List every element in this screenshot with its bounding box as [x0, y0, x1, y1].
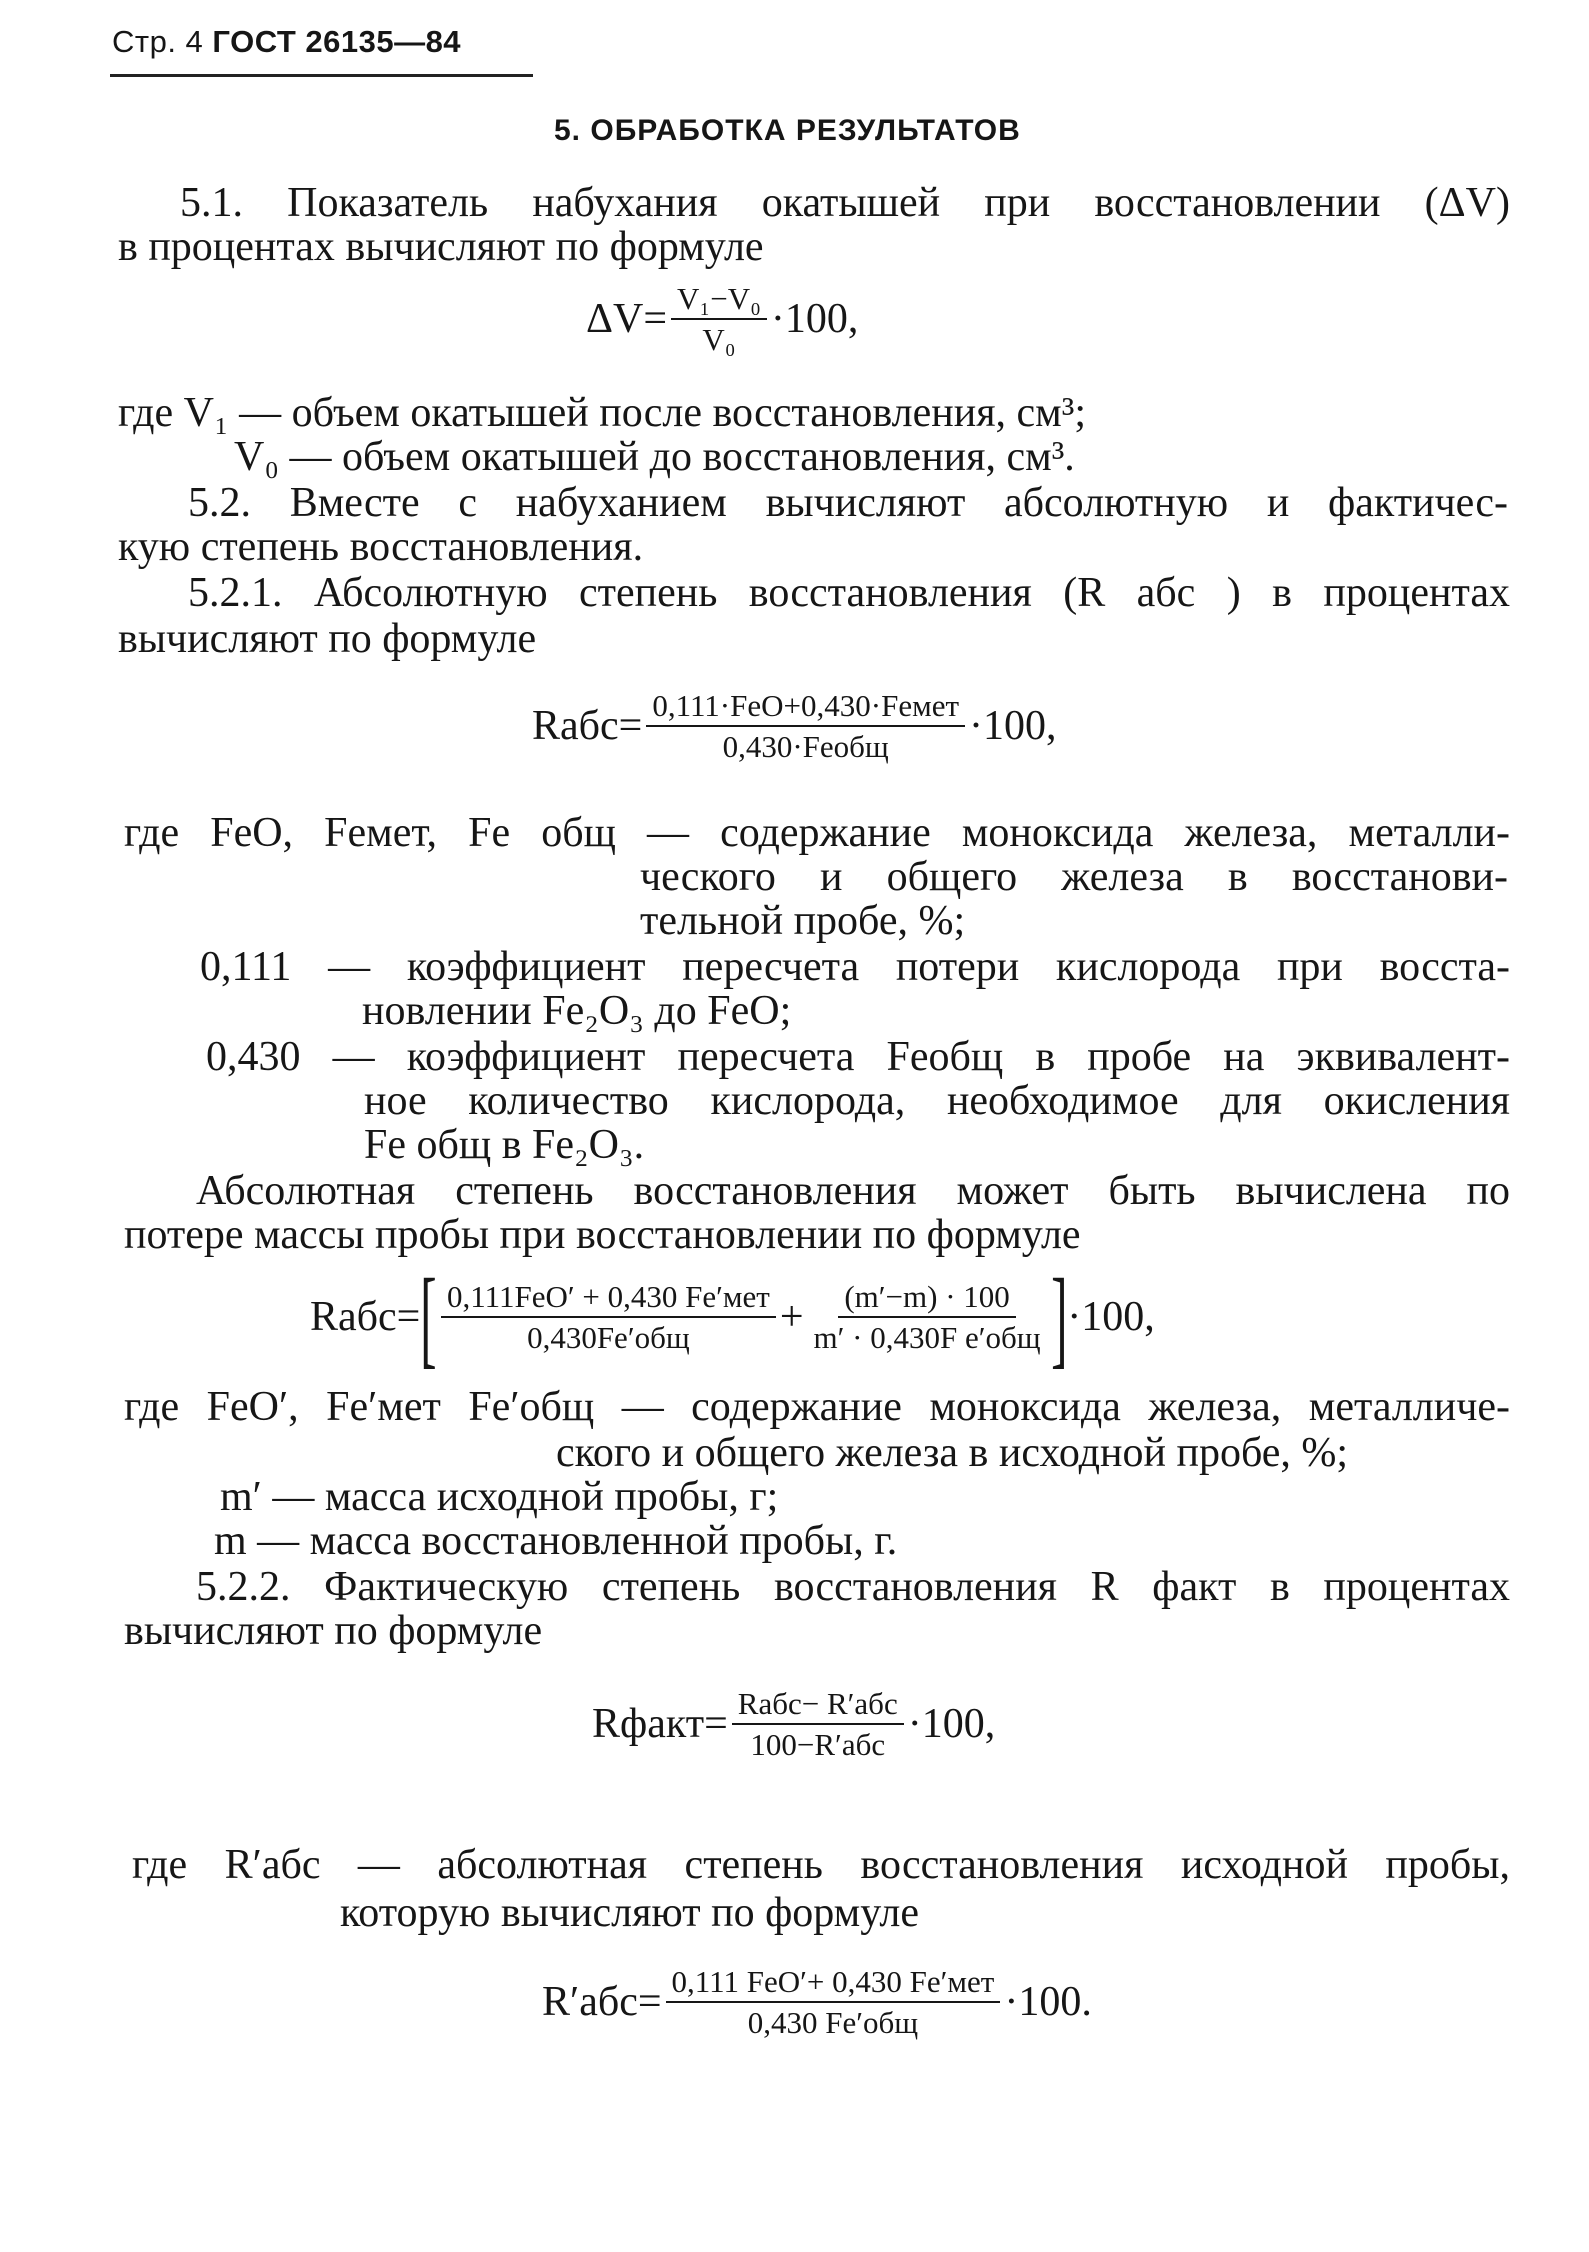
formula-lhs: Rфакт=: [592, 1701, 728, 1747]
formula-tail: ·100,: [907, 1701, 996, 1747]
formula-denominator: 0,430 Fe′общ: [747, 2005, 919, 2040]
para-5-2-line1: 5.2. Вместе с набуханием вычисляют абсолютную и фактичес-: [188, 480, 1508, 526]
formula-denominator: 0,430·Feобщ: [722, 729, 889, 764]
formula-plus: +: [779, 1294, 804, 1340]
where-v1: где V₁ — объем окатышей после восстановления, см³;: [118, 390, 1086, 436]
para-5-2-1-line1: 5.2.1. Абсолютную степень восстановления (R абс ) в процентах: [188, 570, 1510, 616]
formula-fraction: [666, 1966, 1001, 2038]
where-0430-line3: Fe общ в Fe₂O₃.: [364, 1122, 645, 1168]
formula-mass-loss: [310, 1256, 1155, 1378]
where-0430-line2: ное количество кислорода, необходимое для окисления: [364, 1078, 1510, 1124]
formula-fraction: [671, 283, 767, 355]
bracket-left: [: [420, 1256, 437, 1378]
para-5-2-2-line1: 5.2.2. Фактическую степень восстановления R факт в процентах: [196, 1564, 1510, 1610]
formula-fraction: [732, 1688, 904, 1760]
formula-lhs: ΔV=: [586, 296, 668, 342]
formula-lhs: Rабс=: [532, 703, 643, 749]
formula-denominator: V₀: [702, 322, 736, 357]
formula-tail: ·100,: [1067, 1294, 1155, 1340]
para-5-1-line2: в процентах вычисляют по формуле: [118, 224, 764, 270]
formula-fraction-2: [808, 1281, 1047, 1353]
formula-absolute-reduction: [532, 690, 1057, 762]
where-0111-line1: 0,111 — коэффициент пересчета потери кислорода при восста-: [200, 944, 1510, 990]
header-rule: [110, 74, 533, 77]
section-title: 5. ОБРАБОТКА РЕЗУЛЬТАТОВ: [554, 114, 1021, 147]
formula-numerator: 0,111·FeO+0,430·Feмет: [646, 690, 965, 727]
formula-tail: ·100,: [770, 296, 859, 342]
where-feo-prime-line1: где FeO′, Fe′мет Fe′общ — содержание моноксида железа, металличе-: [124, 1384, 1510, 1430]
where-m: m — масса восстановленной пробы, г.: [214, 1518, 898, 1564]
where-r-prime-line1: где R′абс — абсолютная степень восстановления исходной пробы,: [132, 1842, 1510, 1888]
standard-code: ГОСТ 26135—84: [212, 24, 462, 59]
formula-tail: ·100,: [969, 703, 1057, 749]
formula-swelling: [586, 283, 858, 355]
formula-numerator: Rабс− R′абс: [732, 1688, 904, 1725]
para-5-1-line1: 5.1. Показатель набухания окатышей при восстановлении (ΔV): [180, 180, 1510, 226]
formula-initial-reduction: [542, 1966, 1092, 2038]
formula-numerator: 0,111 FeO′+ 0,430 Fe′мет: [666, 1966, 1001, 2003]
where-v0: V₀ — объем окатышей до восстановления, см³.: [234, 434, 1075, 480]
formula-tail: ·100.: [1004, 1979, 1092, 2025]
where-r-prime-line2: которую вычисляют по формуле: [340, 1890, 919, 1936]
formula-lhs: Rабс=: [310, 1294, 421, 1340]
formula-numerator: V₁−V₀: [671, 283, 767, 320]
para-5-2-2-line2: вычисляют по формуле: [124, 1608, 543, 1654]
formula-numerator-1: 0,111FeO′ + 0,430 Fe′мет: [441, 1281, 776, 1318]
para-mass-loss-line1: Абсолютная степень восстановления может быть вычислена по: [196, 1168, 1510, 1214]
where-feo-line3: тельной пробе, %;: [640, 898, 966, 944]
formula-denominator: 100−R′абс: [750, 1727, 886, 1762]
formula-lhs: R′абс=: [542, 1979, 662, 2025]
where-0111-line2: новлении Fe₂O₃ до FeO;: [362, 988, 792, 1034]
where-feo-line1: где FeO, Feмет, Fe общ — содержание моноксида железа, металли-: [124, 810, 1510, 856]
where-feo-prime-line2: ского и общего железа в исходной пробе, %;: [556, 1430, 1349, 1476]
where-m-prime: m′ — масса исходной пробы, г;: [220, 1474, 779, 1520]
where-0430-line1: 0,430 — коэффициент пересчета Feобщ в пробе на эквивалент-: [206, 1034, 1510, 1080]
page-header: [112, 26, 461, 57]
formula-numerator-2: (m′−m) · 100: [838, 1281, 1015, 1318]
para-mass-loss-line2: потере массы пробы при восстановлении по формуле: [124, 1212, 1081, 1258]
formula-denominator-2: m′ · 0,430F e′общ: [813, 1320, 1041, 1355]
where-feo-line2: ческого и общего железа в восстанови-: [640, 854, 1508, 900]
formula-fraction-1: [441, 1281, 776, 1353]
para-5-2-line2: кую степень восстановления.: [118, 524, 644, 570]
formula-actual-reduction: [592, 1688, 995, 1760]
page-number: Стр. 4: [112, 24, 204, 59]
para-5-2-1-line2: вычисляют по формуле: [118, 616, 537, 662]
bracket-right: ]: [1050, 1256, 1068, 1378]
formula-denominator-1: 0,430Fe′общ: [527, 1320, 690, 1355]
formula-fraction: [646, 690, 965, 762]
